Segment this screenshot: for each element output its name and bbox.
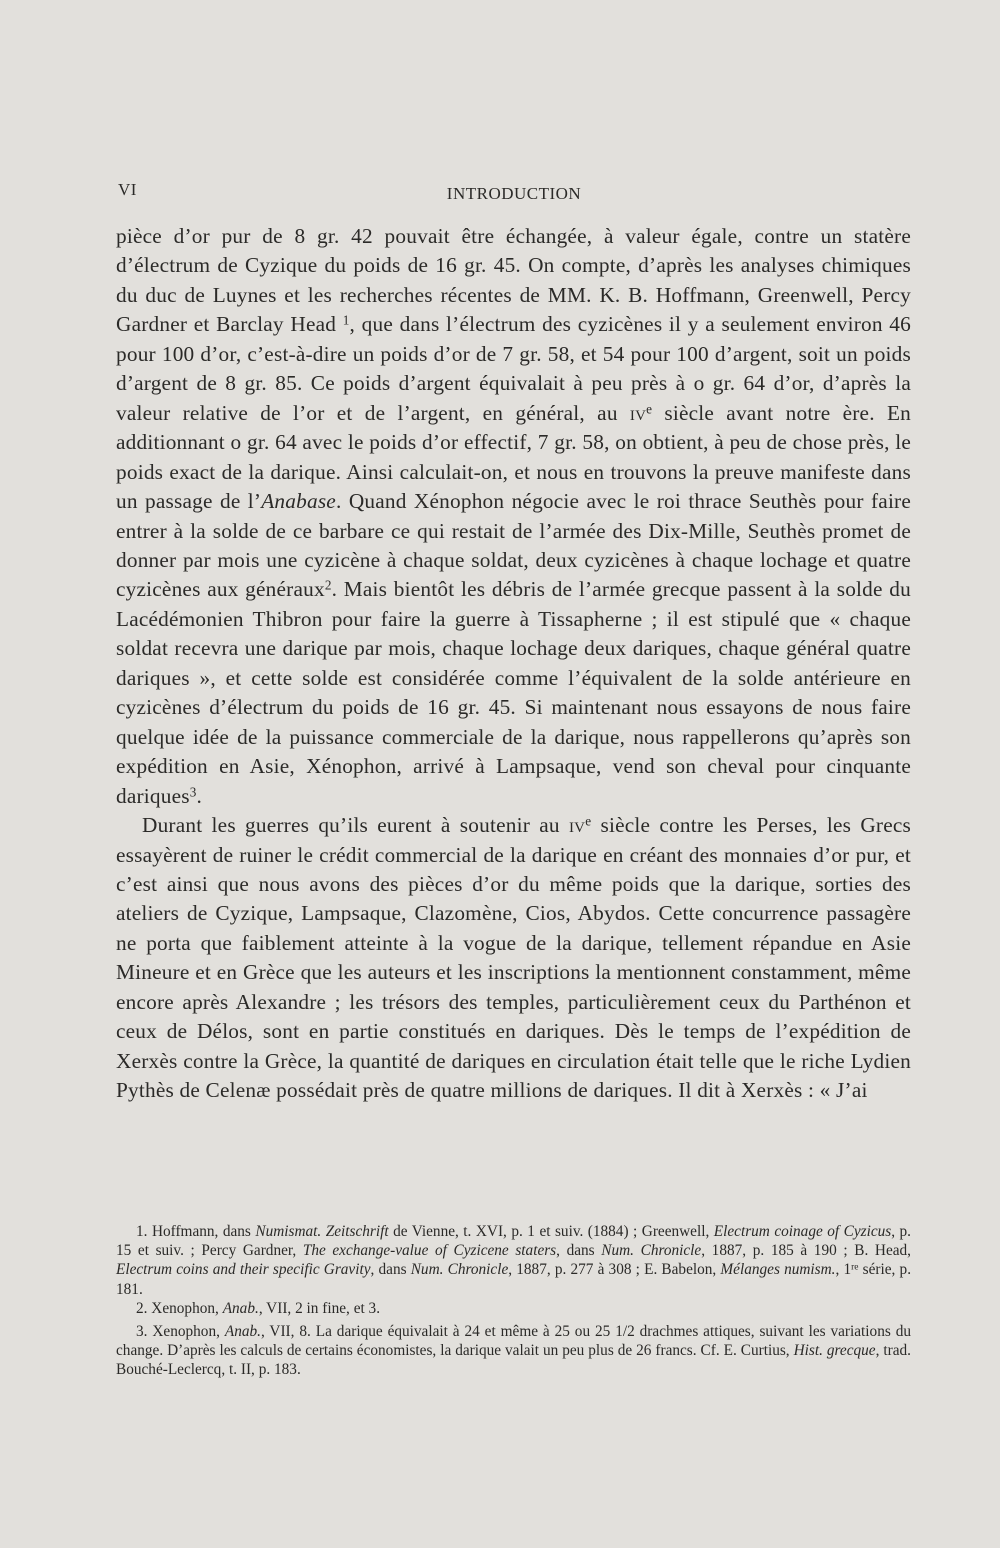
paragraph-2 bbox=[116, 811, 911, 1106]
note-text: , VII, 2 in fine, et 3. bbox=[258, 1299, 381, 1317]
note-italic: Electrum coinage of Cyzicus bbox=[713, 1223, 892, 1240]
running-title: INTRODUCTION bbox=[446, 184, 582, 203]
note-text: , 1887, p. 277 à 308 ; E. Babelon, bbox=[508, 1261, 721, 1279]
text-segment: . bbox=[196, 783, 203, 808]
roman-numeral: iv bbox=[629, 400, 647, 425]
note-text: , VII, 8. La darique équivalait à 24 et même à 25 ou 25 1/2 drachmes attiques, suivant les variations du change. D’après les calculs de certains économistes, la darique valait un peu plus de 26 francs. Cf. E. Curtius, bbox=[116, 1323, 911, 1360]
note-superscript: re bbox=[851, 1262, 859, 1273]
roman-numeral: iv bbox=[568, 813, 586, 838]
note-text: , 1 bbox=[835, 1261, 852, 1279]
note-italic: Anab. bbox=[224, 1323, 261, 1341]
italic-title: Anabase bbox=[261, 489, 336, 514]
note-text: de Vienne, t. XVI, p. 1 et suiv. (1884) ; Greenwell, bbox=[388, 1223, 714, 1240]
note-italic: Hist. grecque bbox=[793, 1342, 876, 1360]
text-segment: siècle avant notre ère. En additionnant o gr. 64 avec le poids d’or effectif, 7 gr. 58, on obtient, à peu de chose près, le poids exact de la darique. Ainsi calculait-on, et nous en trouvons la preuve manifeste dans un passage de l’ bbox=[116, 400, 911, 514]
note-text: , dans bbox=[370, 1261, 411, 1279]
note-italic: Numismat. Zeitschrift bbox=[255, 1223, 389, 1240]
note-text: , trad. Bouché-Leclercq, t. II, p. 183. bbox=[116, 1342, 911, 1379]
footnote-2 bbox=[116, 1299, 911, 1318]
text-segment: , que dans l’électrum des cyzicènes il y a seulement environ 46 pour 100 d’or, c’est-à-dire un poids d’or de 7 gr. 58, et 54 pour 100 d’argent, soit un poids d’argent de 8 gr. 85. Ce poids d’argent équivalait à peu près à o gr. 64 d’or, d’après la valeur relative de l’or et de l’argent, en général, au bbox=[116, 312, 911, 425]
footnote-ref-2: 2 bbox=[324, 577, 332, 593]
note-text: 1. Hoffmann, dans bbox=[136, 1223, 256, 1240]
superscript: e bbox=[585, 813, 592, 829]
note-italic: Electrum coins and their specific Gravity bbox=[116, 1261, 371, 1279]
text-segment: Durant les guerres qu’ils eurent à soutenir au bbox=[142, 813, 569, 838]
text-segment: . Mais bientôt les débris de l’armée grecque passent à la solde du Lacédémonien Thibron pour faire la guerre à Tissapherne ; il est stipulé que « chaque soldat recevra une darique par mois, chaque lochage deux dariques, chaque général quatre dariques », et cette solde est considérée comme l’équivalent de la solde antérieure en cyzicènes d’électrum du poids de 16 gr. 45. Si maintenant nous essayons de nous faire quelque idée de la puissance commerciale de la darique, nous rappellerons qu’après son expédition en Asie, Xénophon, arrivé à Lampsaque, vend son cheval pour cinquante dariques bbox=[116, 577, 911, 808]
footnotes bbox=[116, 1222, 911, 1380]
paragraph-1 bbox=[116, 222, 911, 811]
footnote-3 bbox=[116, 1322, 911, 1380]
text-segment: pièce d’or pur de 8 gr. 42 pouvait être échangée, à valeur égale, contre un statère d’électrum de Cyzique du poids de 16 gr. 45. On compte, d’après les analyses chimiques du duc de Luynes et les recherches récentes de MM. K. B. Hoffmann, Greenwell, Percy Gardner et Barclay Head bbox=[116, 224, 911, 337]
superscript: e bbox=[646, 401, 653, 417]
note-text: 2. Xenophon, bbox=[136, 1299, 223, 1317]
note-italic: The exchange-value of Cyzicene staters bbox=[302, 1242, 557, 1260]
note-text: , dans bbox=[556, 1242, 602, 1260]
note-italic: Mélanges numism. bbox=[720, 1261, 836, 1279]
note-italic: Num. Chronicle bbox=[601, 1242, 702, 1260]
note-text: série, p. 181. bbox=[116, 1261, 912, 1298]
main-text bbox=[116, 222, 911, 1106]
text-segment: siècle contre les Perses, les Grecs essayèrent de ruiner le crédit commercial de la darique en créant des monnaies d’or pur, et c’est ainsi que nous avons des pièces d’or du même poids que la darique, sorties des ateliers de Cyzique, Lampsaque, Clazomène, Cios, Abydos. Cette concurrence passagère ne porta que faiblement atteinte à la vogue de la darique, tellement répandue en Asie Mineure et en Grèce que les auteurs et les inscriptions la mentionnent constamment, même encore après Alexandre ; les trésors des temples, particulièrement ceux du Parthénon et ceux de Délos, sont en partie constitués en dariques. Dès le temps de l’expédition de Xerxès contre la Grèce, la quantité de dariques en circulation était telle que le riche Lydien Pythès de Celenæ possédait près de quatre millions de dariques. Il dit à Xerxès : « J’ai bbox=[116, 813, 911, 1103]
footnote-ref-3: 3 bbox=[189, 784, 197, 800]
note-text: , p. 15 et suiv. ; Percy Gardner, bbox=[116, 1223, 911, 1260]
note-text: , 1887, p. 185 à 190 ; B. Head, bbox=[701, 1242, 911, 1260]
note-text: 3. Xenophon, bbox=[136, 1323, 225, 1341]
footnote-1 bbox=[116, 1222, 911, 1299]
note-italic: Num. Chronicle bbox=[410, 1261, 509, 1279]
page-number: VI bbox=[118, 180, 137, 199]
footnote-ref-1: 1 bbox=[342, 312, 350, 328]
note-italic: Anab. bbox=[222, 1299, 259, 1317]
text-segment: . Quand Xénophon négocie avec le roi thrace Seuthès pour faire entrer à la solde de ce barbare ce qui restait de l’armée des Dix-Mille, Seuthès promet de donner par mois une cyzicène à chaque soldat, deux cyzicènes à chaque lochage et quatre cyzicènes aux généraux bbox=[116, 489, 912, 602]
